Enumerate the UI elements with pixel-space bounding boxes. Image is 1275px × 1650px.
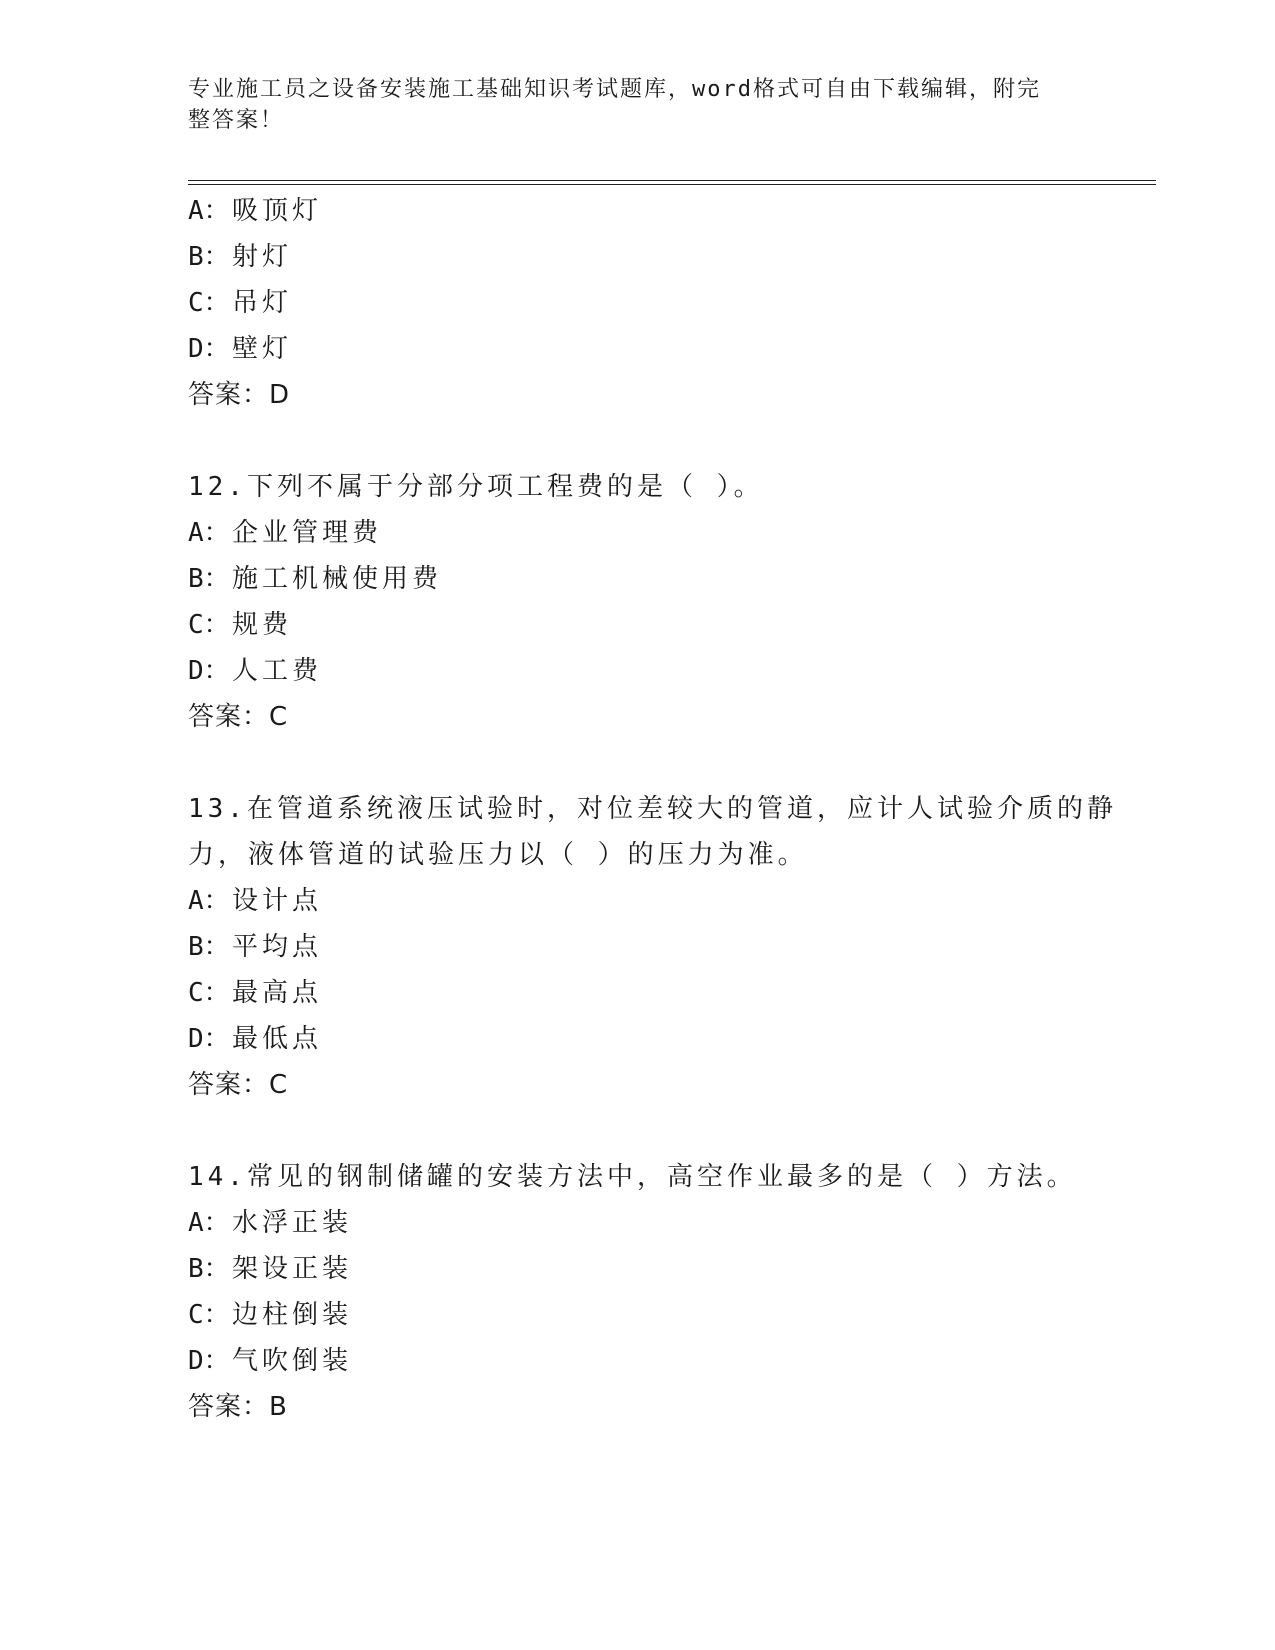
option-a [188,1200,1088,1246]
option-d [188,1016,1088,1062]
option-text: 最高点 [232,978,323,1008]
question-list [188,188,1117,1430]
option-text: 规费 [232,610,293,640]
question-spacer [188,1108,1088,1154]
option-letter: D： [188,1346,230,1376]
option-letter: B： [188,242,230,272]
answer-line: 答案：B [188,1392,288,1422]
option-text: 人工费 [232,656,323,686]
option-text: 气吹倒装 [232,1346,353,1376]
option-text: 最低点 [232,1024,323,1054]
option-c [188,1292,1088,1338]
option-letter: C： [188,288,230,318]
option-letter: A： [188,518,230,548]
option-letter: B： [188,1254,230,1284]
document-header [188,74,1068,136]
answer-line: 答案：D [188,380,291,410]
question-13 [188,786,1117,1108]
option-text: 水浮正装 [232,1208,353,1238]
question-stem: 14.常见的钢制储罐的安装方法中，高空作业最多的是（ ）方法。 [188,1162,1077,1192]
option-d [188,326,1088,372]
answer-line: 答案：C [188,1070,289,1100]
option-text: 架设正装 [232,1254,353,1284]
option-text: 设计点 [232,886,323,916]
option-letter: D： [188,334,230,364]
option-text: 平均点 [232,932,323,962]
option-text: 企业管理费 [232,518,383,548]
option-letter: B： [188,932,230,962]
question-14 [188,1154,1088,1430]
option-letter: C： [188,610,230,640]
option-b [188,924,1088,970]
option-b [188,1246,1088,1292]
option-c [188,602,1088,648]
option-b [188,234,1088,280]
header-line-1: 专业施工员之设备安装施工基础知识考试题库，word格式可自由下载编辑，附完 [188,77,1041,102]
question-stem-line-1: 13.在管道系统液压试验时，对位差较大的管道，应计人试验介质的静 [188,794,1117,824]
option-a [188,510,1088,556]
option-a [188,188,1088,234]
option-c [188,970,1088,1016]
option-text: 射灯 [232,242,293,272]
option-letter: C： [188,978,230,1008]
question-11-tail [188,188,1088,418]
question-12 [188,464,1088,740]
option-a [188,878,1088,924]
option-text: 施工机械使用费 [232,564,443,594]
header-divider-bottom [188,184,1156,185]
option-letter: C： [188,1300,230,1330]
option-letter: D： [188,1024,230,1054]
option-text: 吊灯 [232,288,293,318]
option-text: 壁灯 [232,334,293,364]
option-letter: A： [188,196,230,226]
option-b [188,556,1088,602]
option-letter: A： [188,1208,230,1238]
question-spacer [188,418,1088,464]
option-d [188,1338,1088,1384]
question-spacer [188,740,1088,786]
header-line-2: 整答案！ [188,108,285,133]
option-d [188,648,1088,694]
option-c [188,280,1088,326]
option-letter: A： [188,886,230,916]
question-stem-line-2: 力，液体管道的试验压力以（ ）的压力为准。 [188,840,808,870]
option-letter: D： [188,656,230,686]
header-divider-top [188,180,1156,181]
option-text: 边柱倒装 [232,1300,353,1330]
option-text: 吸顶灯 [232,196,323,226]
question-stem: 12.下列不属于分部分项工程费的是（ ）。 [188,472,764,502]
answer-line: 答案：C [188,702,289,732]
option-letter: B： [188,564,230,594]
